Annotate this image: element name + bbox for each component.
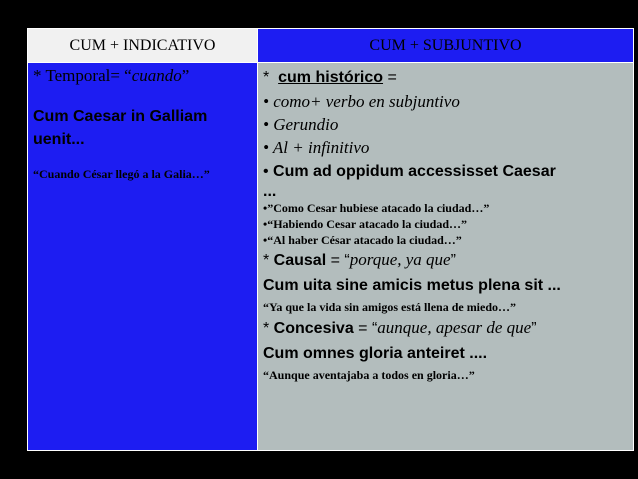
- concesiva-eq: = “: [353, 320, 378, 337]
- causal-star: *: [263, 252, 274, 269]
- historico-heading: [263, 66, 633, 90]
- historico-star: *: [263, 69, 270, 86]
- causal-eq: = “: [326, 252, 350, 269]
- concesiva-value: aunque, apesar de que: [377, 318, 532, 337]
- bullet-infinitivo: • Al + infinitivo: [263, 138, 370, 157]
- concesiva-latin: Cum omnes gloria anteiret ....: [263, 345, 488, 362]
- causal-value: porque, ya que: [349, 250, 451, 269]
- header-subjuntivo-label: CUM + SUBJUNTIVO: [369, 36, 522, 54]
- bullet-latin-example: [263, 159, 633, 184]
- historico-label: cum histórico: [278, 69, 384, 86]
- latin-translation: “Cuando César llegó a la Galia…”: [33, 167, 210, 181]
- subjuntivo-cell: [258, 63, 633, 450]
- grammar-table: [27, 28, 634, 451]
- historico-eq: =: [383, 69, 397, 86]
- causal-latin: Cum uita sine amicis metus plena sit ...: [263, 277, 561, 294]
- concesiva-star: *: [263, 320, 274, 337]
- concesiva-translation: “Aunque aventajaba a todos en gloria…”: [263, 368, 475, 382]
- concesiva-close: ”: [531, 320, 537, 337]
- bullet-latin-continuation: ...: [263, 183, 277, 200]
- temporal-word: cuando: [131, 66, 182, 85]
- latin-example-line1: Cum Caesar in Galliam: [33, 108, 208, 125]
- concesiva-heading: [263, 316, 633, 341]
- header-indicativo-label: CUM + INDICATIVO: [69, 36, 216, 54]
- causal-label: Causal: [273, 252, 327, 269]
- latin-example-line2: uenit...: [33, 131, 85, 148]
- temporal-prefix: * Temporal= “: [33, 66, 132, 85]
- header-indicativo: [28, 29, 258, 63]
- bullet-gerundio: • Gerundio: [263, 115, 339, 134]
- bullet-latin-example-dot: •: [263, 163, 274, 180]
- causal-close: ”: [450, 252, 456, 269]
- indicativo-cell: [28, 63, 258, 450]
- translation-habiendo: •“Habiendo Cesar atacado la ciudad…”: [263, 217, 467, 231]
- translation-como: •”Como Cesar hubiese atacado la ciudad…”: [263, 201, 490, 215]
- latin-example: [33, 105, 257, 151]
- translation-al-haber: •“Al haber César atacado la ciudad…”: [263, 233, 462, 247]
- temporal-line: [33, 66, 257, 86]
- causal-heading: [263, 248, 633, 273]
- bullet-como: • como+ verbo en subjuntivo: [263, 92, 460, 111]
- causal-translation: “Ya que la vida sin amigos está llena de miedo…”: [263, 300, 517, 314]
- bullet-latin-example-text: Cum ad oppidum accessisset Caesar: [273, 163, 556, 180]
- header-subjuntivo: [258, 29, 633, 63]
- concesiva-label: Concesiva: [273, 320, 354, 337]
- temporal-suffix: ”: [181, 66, 190, 85]
